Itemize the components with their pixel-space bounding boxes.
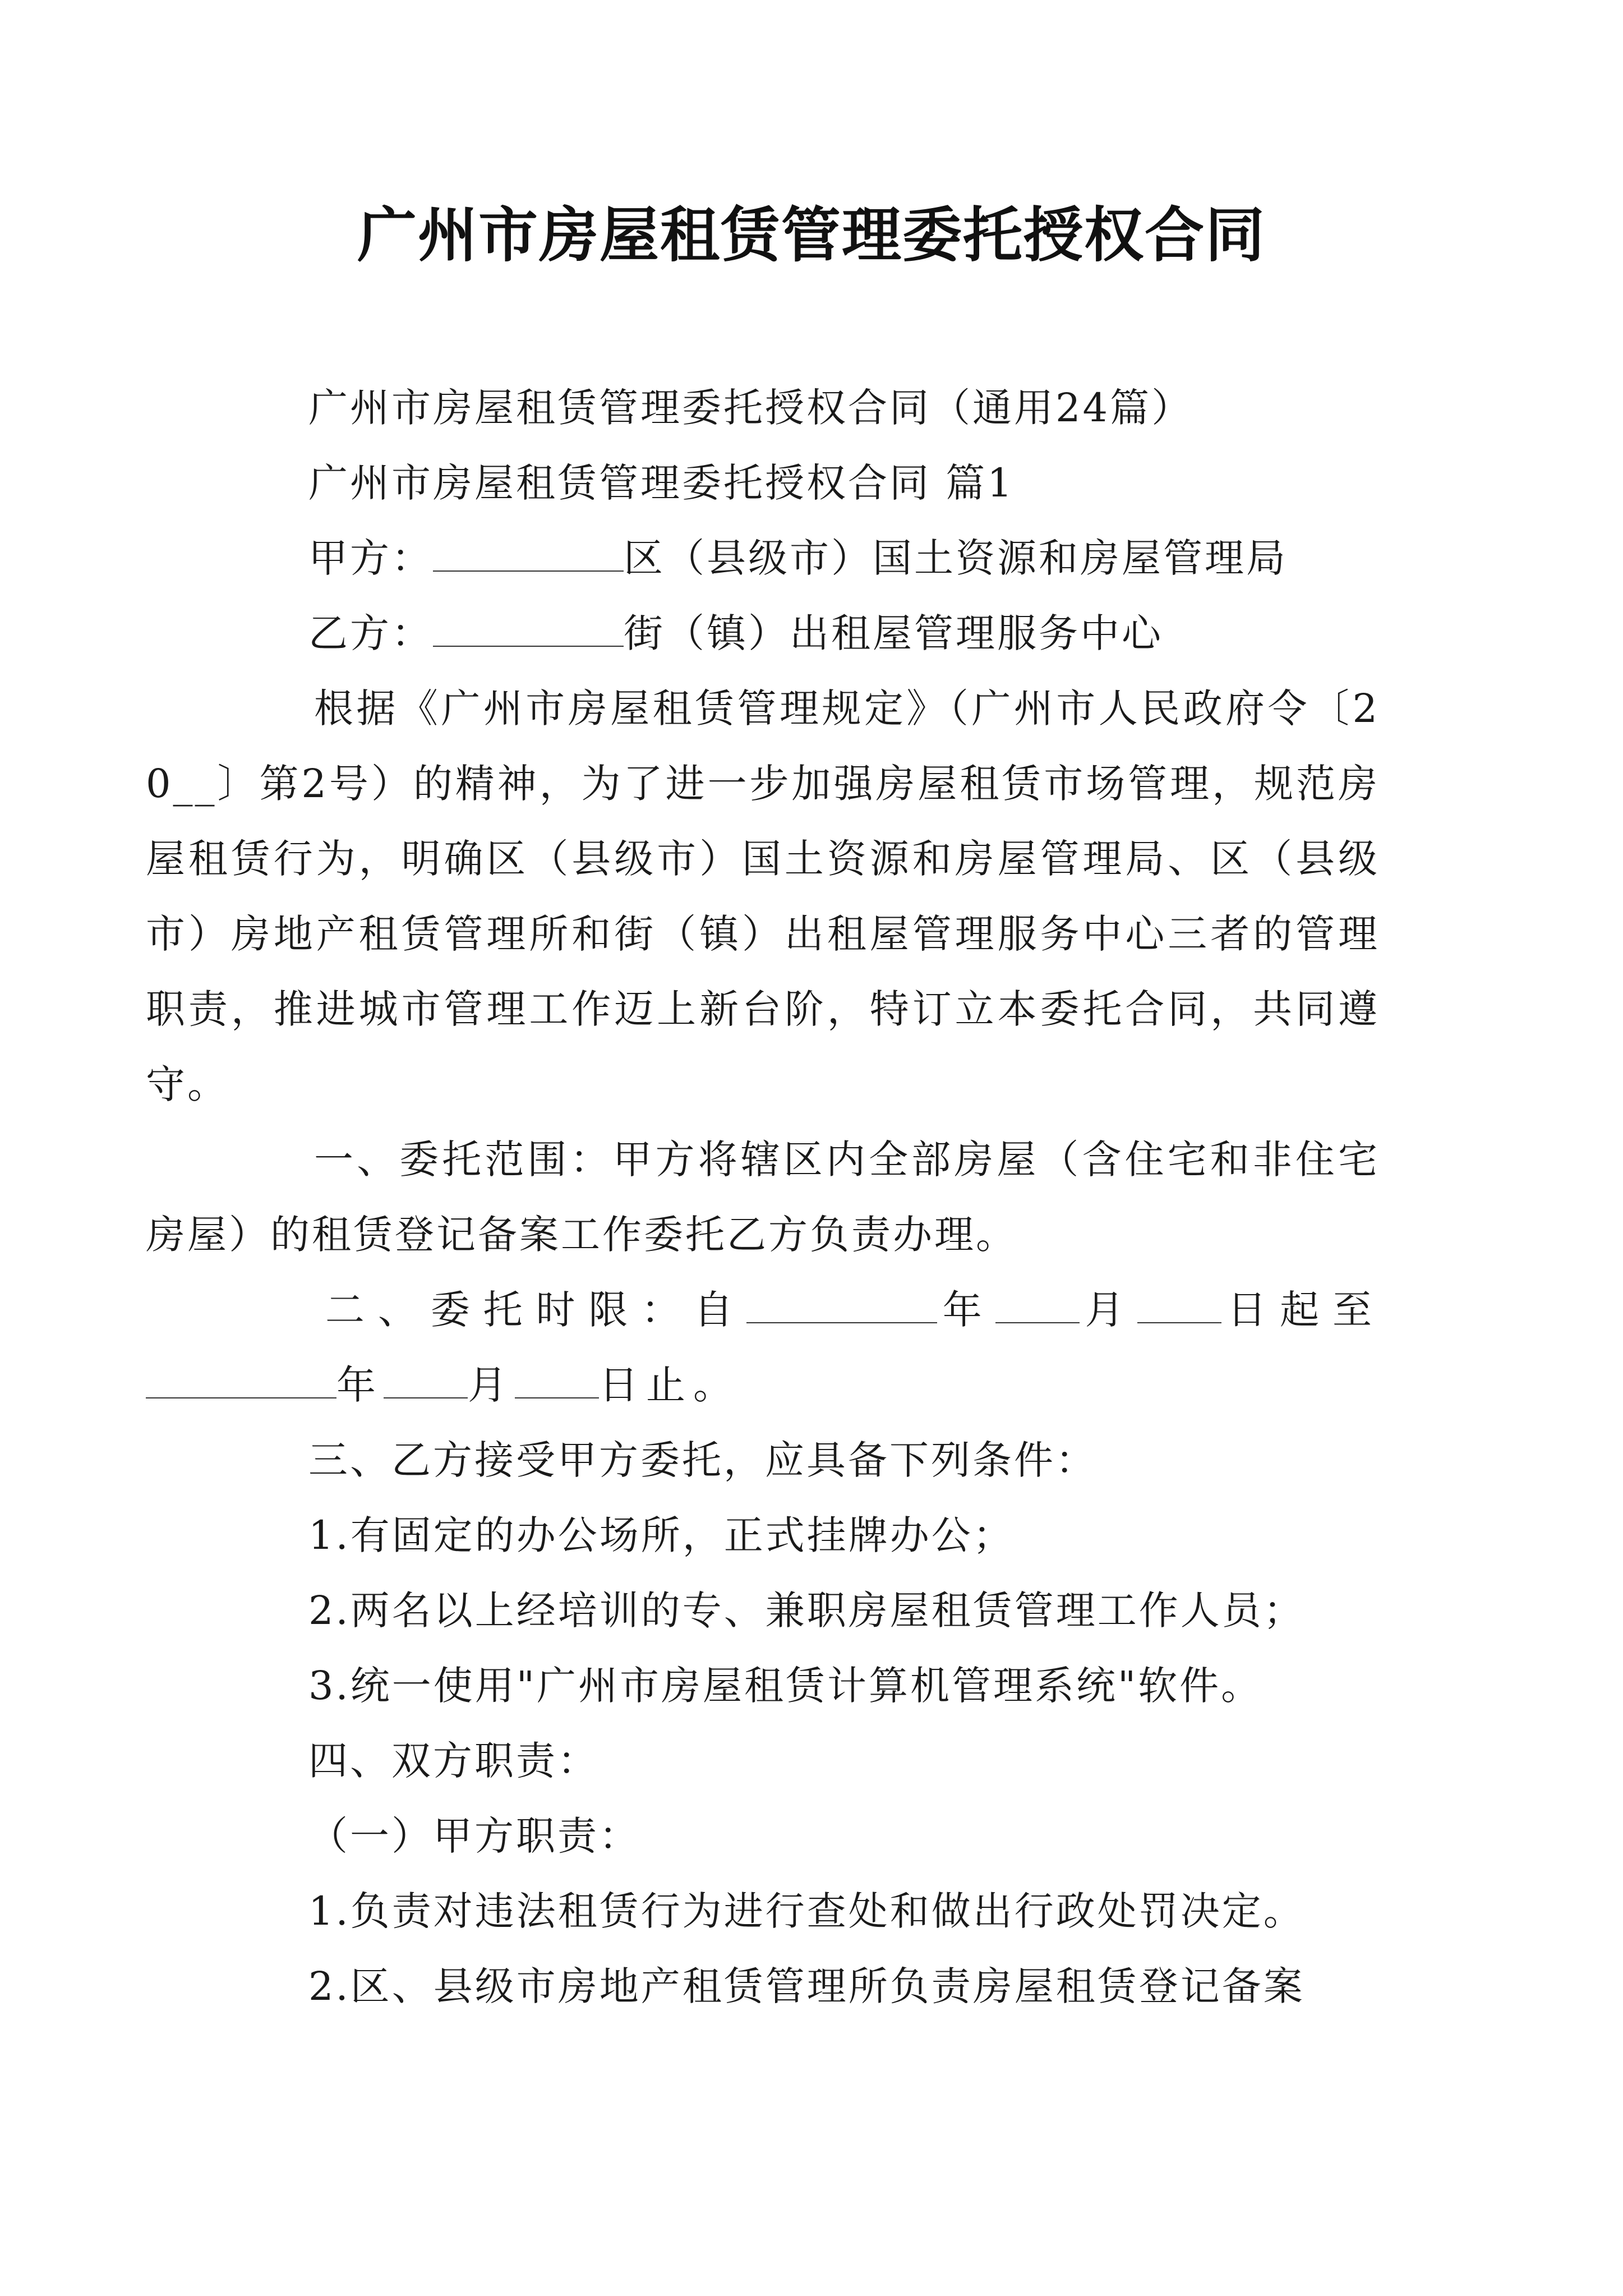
clause-3-item-2: 2.两名以上经培训的专、兼职房屋租赁管理工作人员；: [308, 1588, 1305, 1634]
clause-2-paragraph: [146, 1272, 1380, 1423]
clause-4-heading: 四、双方职责：: [308, 1738, 599, 1784]
end-month-label: 月: [468, 1362, 515, 1408]
party-b-label: 乙方：: [308, 610, 433, 656]
clause-3-item-3: 3.统一使用"广州市房屋租赁计算机管理系统"软件。: [308, 1663, 1263, 1709]
end-day-blank: [515, 1364, 599, 1398]
end-year-label: 年: [336, 1362, 384, 1408]
party-b-line: [247, 596, 1380, 671]
start-day-label: 日起至: [1221, 1287, 1380, 1333]
party-a-label: 甲方：: [308, 535, 433, 581]
party-a-suffix: 区（县级市）国土资源和房屋管理局: [624, 535, 1288, 581]
preamble-paragraph: 根据《广州市房屋租赁管理规定》（广州市人民政府令〔20__〕第2号）的精神，为了进一步加强房屋租赁市场管理，规范房屋租赁行为，明确区（县级市）国土资源和房屋管理局、区（县级市）房地产租赁管理所和街（镇）出租屋管理服务中心三者的管理职责，推进城市管理工作迈上新台阶，特订立本委托合同，共同遵守。: [146, 685, 1380, 1107]
document-body: [146, 370, 1380, 2024]
clause-3-item-1: 1.有固定的办公场所，正式挂牌办公；: [308, 1512, 1015, 1558]
end-day-label: 日止。: [599, 1362, 740, 1408]
party-b-blank: [433, 612, 624, 647]
clause-2-start: 二、委托时限：自: [325, 1287, 746, 1333]
end-month-blank: [384, 1364, 468, 1398]
party-a-blank: [433, 537, 624, 572]
party-b-suffix: 街（镇）出租屋管理服务中心: [624, 610, 1163, 656]
document-title: 广州市房屋租赁管理委托授权合同: [357, 201, 1266, 270]
document-subtitle: 广州市房屋租赁管理委托授权合同（通用24篇）: [308, 385, 1193, 431]
start-year-label: 年: [937, 1287, 995, 1333]
start-year-blank: [746, 1289, 937, 1323]
clause-1-paragraph: 一、委托范围：甲方将辖区内全部房屋（含住宅和非住宅房屋）的租赁登记备案工作委托乙方负责办理。: [146, 1137, 1380, 1258]
clause-4-1-item-1: 1.负责对违法租赁行为进行查处和做出行政处罚决定。: [308, 1888, 1305, 1934]
start-month-blank: [995, 1289, 1080, 1323]
clause-4-subheading-1: （一）甲方职责：: [308, 1813, 640, 1859]
clause-3-heading: 三、乙方接受甲方委托，应具备下列条件：: [308, 1437, 1097, 1483]
start-month-label: 月: [1079, 1287, 1138, 1333]
end-year-blank: [146, 1364, 336, 1398]
party-a-line: [247, 521, 1380, 596]
section-heading: 广州市房屋租赁管理委托授权合同 篇1: [308, 460, 1015, 506]
start-day-blank: [1137, 1289, 1221, 1323]
clause-4-1-item-2: 2.区、县级市房地产租赁管理所负责房屋租赁登记备案: [308, 1963, 1305, 2009]
